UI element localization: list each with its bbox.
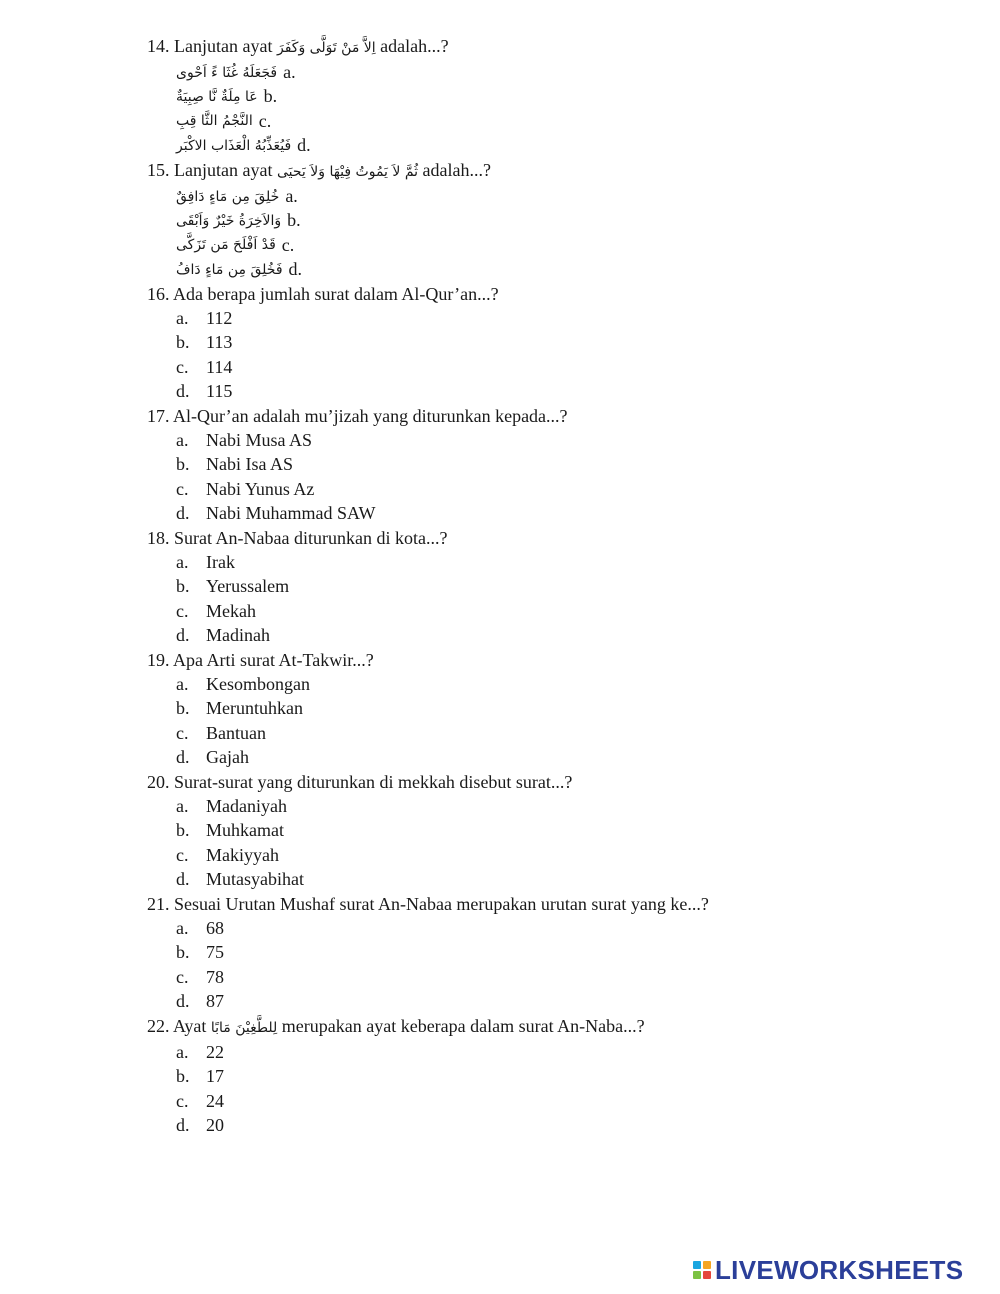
answer-option-c[interactable] (147, 843, 947, 867)
answer-option-a[interactable] (147, 306, 947, 330)
option-arabic-text: فَخُلِقَ مِن مَاءٍ دَافُ (176, 261, 283, 278)
option-arabic-text: فَيُعَذِّبُهُ الْعَذَاب الاكْبَر (176, 137, 292, 154)
question-number: 16. (147, 283, 170, 304)
option-text: 24 (206, 1090, 224, 1111)
option-text: Bantuan (206, 722, 266, 743)
question-arabic-verse: لِلطَّغِيْنَ مَابًا (210, 1019, 278, 1036)
option-text: Muhkamat (206, 820, 284, 841)
question-prefix: Ayat (173, 1015, 207, 1036)
answer-option-c[interactable] (147, 1089, 947, 1113)
question-suffix: merupakan ayat keberapa dalam surat An-Naba...? (281, 1015, 645, 1036)
question-number: 17. (147, 405, 170, 426)
option-text: 68 (206, 917, 224, 938)
logo-square-3 (693, 1271, 701, 1279)
option-text: 20 (206, 1115, 224, 1136)
option-text: Nabi Musa AS (206, 430, 313, 450)
answer-option-b[interactable] (147, 1065, 947, 1089)
option-letter: c. (176, 844, 189, 865)
option-text: 75 (206, 942, 224, 963)
option-text: Nabi Muhammad SAW (206, 503, 376, 524)
question-body: Sesuai Urutan Mushaf surat An-Nabaa merupakan urutan surat yang ke...? (174, 893, 709, 914)
answer-option-d[interactable] (147, 258, 947, 282)
option-text: Mutasyabihat (206, 869, 304, 890)
logo-square-2 (703, 1261, 711, 1269)
answer-option-a[interactable] (147, 184, 947, 208)
option-text: Irak (206, 551, 235, 572)
option-text: Gajah (206, 747, 249, 768)
answer-option-d[interactable] (147, 501, 947, 525)
option-text: Mekah (206, 600, 256, 621)
question-number: 22. (147, 1015, 170, 1036)
question-text (147, 404, 947, 428)
option-text: Yerussalem (206, 576, 290, 597)
question-prefix: Lanjutan ayat (174, 36, 273, 56)
question-text (147, 158, 947, 184)
question-14 (147, 34, 947, 158)
logo-square-1 (693, 1261, 701, 1269)
option-text: Kesombongan (206, 673, 310, 694)
question-suffix: adalah...? (380, 36, 449, 56)
answer-option-c[interactable] (147, 965, 947, 989)
option-letter: a. (176, 308, 189, 329)
option-text: 22 (206, 1041, 224, 1062)
option-letter: a. (176, 917, 189, 938)
option-text: Madaniyah (206, 795, 287, 816)
option-letter: b. (176, 454, 190, 475)
option-letter: d. (176, 503, 190, 524)
option-text: Nabi Yunus Az (206, 478, 315, 499)
quiz-content (147, 34, 947, 1138)
answer-option-a[interactable] (147, 672, 947, 696)
question-number: 15. (147, 159, 170, 180)
option-text: Makiyyah (206, 844, 279, 865)
answer-option-a[interactable] (147, 1040, 947, 1064)
option-letter: a. (176, 430, 189, 450)
answer-option-b[interactable] (147, 819, 947, 843)
question-body: Surat An-Nabaa diturunkan di kota...? (174, 527, 448, 548)
question-17 (147, 404, 947, 526)
question-text (147, 648, 947, 672)
option-arabic-text: قَدْ اَفْلَحَ مَن تَزَكَّى (176, 237, 276, 254)
option-arabic-text: النَّجْمُ الثَّا قِبِ (176, 113, 253, 130)
option-letter: d. (176, 869, 190, 890)
answer-option-d[interactable] (147, 623, 947, 647)
option-letter: c. (176, 1090, 189, 1111)
option-text: 17 (206, 1066, 224, 1087)
answer-option-d[interactable] (147, 745, 947, 769)
option-letter: a. (176, 1041, 189, 1062)
question-18 (147, 526, 947, 648)
option-letter: c. (176, 478, 189, 499)
liveworksheets-brand (693, 1255, 963, 1285)
option-text: 87 (206, 991, 224, 1012)
question-text (147, 892, 947, 916)
question-text (147, 770, 947, 794)
question-suffix: adalah...? (422, 159, 491, 180)
option-letter: c. (176, 966, 189, 987)
option-arabic-text: فَجَعَلَهُ غُثَا ءً اَحْوى (176, 64, 278, 81)
answer-option-c[interactable] (147, 355, 947, 379)
option-text: Madinah (206, 625, 270, 646)
question-15 (147, 158, 947, 282)
question-arabic-verse: اِلاَّ مَنْ تَوَلَّى وَكَفَرَ (276, 40, 376, 56)
question-text (147, 34, 947, 60)
answer-option-a[interactable] (147, 916, 947, 940)
option-text: 115 (206, 381, 233, 402)
answer-option-d[interactable] (147, 989, 947, 1013)
answer-option-b[interactable] (147, 331, 947, 355)
question-16 (147, 282, 947, 404)
answer-option-d[interactable] (147, 1113, 947, 1137)
option-letter: d. (176, 991, 190, 1012)
question-20 (147, 770, 947, 892)
answer-option-b[interactable] (147, 85, 947, 109)
question-number: 20. (147, 771, 170, 792)
option-letter: c. (176, 356, 189, 377)
question-text (147, 1014, 947, 1040)
question-text (147, 526, 947, 550)
option-letter: d. (176, 747, 190, 768)
question-body: Al-Qur’an adalah mu’jizah yang diturunkan kepada...? (173, 405, 568, 426)
option-arabic-text: عَا مِلَةٌ نَّا صِبِيَةٌ (176, 88, 258, 105)
question-number: 19. (147, 649, 170, 670)
option-letter: b. (263, 86, 278, 107)
option-letter: c. (176, 722, 189, 743)
option-letter: d. (176, 1115, 190, 1136)
option-letter: a. (283, 62, 296, 83)
question-body: Ada berapa jumlah surat dalam Al-Qur’an...? (173, 283, 499, 304)
question-number: 14. (147, 36, 170, 56)
option-text: 114 (206, 356, 233, 377)
option-letter: d. (176, 381, 190, 402)
option-text: 113 (206, 332, 233, 353)
answer-option-d[interactable] (147, 134, 947, 158)
question-number: 18. (147, 527, 170, 548)
question-body: Apa Arti surat At-Takwir...? (173, 649, 374, 670)
option-arabic-text: خُلِقَ مِن مَاءٍ دَافِقٌ (176, 188, 280, 205)
answer-option-b[interactable] (147, 453, 947, 477)
question-21 (147, 892, 947, 1014)
brand-text: LIVEWORKSHEETS (715, 1254, 964, 1285)
option-letter: a. (176, 795, 189, 816)
question-prefix: Lanjutan ayat (174, 159, 273, 180)
option-letter: b. (176, 576, 190, 597)
option-letter: c. (258, 110, 272, 131)
option-letter: b. (176, 332, 190, 353)
answer-option-b[interactable] (147, 697, 947, 721)
option-letter: c. (281, 234, 295, 255)
option-text: Meruntuhkan (206, 698, 303, 719)
question-19 (147, 648, 947, 770)
liveworksheets-logo-icon (693, 1261, 711, 1279)
question-arabic-verse: ثُمَّ لاَ يَمُوتُ فِيْهَا وَلاَ يَحيَى (276, 163, 419, 180)
option-text: 78 (206, 966, 224, 987)
answer-option-b[interactable] (147, 941, 947, 965)
option-letter: b. (287, 210, 301, 231)
option-letter: a. (176, 673, 189, 694)
option-letter: d. (176, 625, 190, 646)
answer-option-c[interactable] (147, 233, 947, 257)
answer-option-a[interactable] (147, 60, 947, 84)
answer-option-b[interactable] (147, 209, 947, 233)
question-body: Surat-surat yang diturunkan di mekkah disebut surat...? (174, 771, 573, 792)
option-text: Nabi Isa AS (206, 454, 293, 475)
answer-option-c[interactable] (147, 599, 947, 623)
option-letter: d. (297, 135, 311, 156)
answer-option-c[interactable] (147, 109, 947, 133)
option-letter: b. (176, 1066, 190, 1087)
option-arabic-text: وَالاَخِرَةُ خَيْرٌ وَاَبْقَى (176, 212, 282, 229)
option-letter: a. (285, 186, 298, 207)
option-letter: b. (176, 820, 190, 841)
question-22 (147, 1014, 947, 1138)
option-letter: b. (176, 698, 190, 719)
answer-option-c[interactable] (147, 477, 947, 501)
answer-option-c[interactable] (147, 721, 947, 745)
question-text (147, 282, 947, 306)
question-number: 21. (147, 893, 170, 914)
option-letter: a. (176, 551, 189, 572)
logo-square-4 (703, 1271, 711, 1279)
option-letter: d. (288, 259, 303, 280)
answer-option-d[interactable] (147, 380, 947, 404)
answer-option-d[interactable] (147, 867, 947, 891)
answer-option-b[interactable] (147, 575, 947, 599)
answer-option-a[interactable] (147, 550, 947, 574)
option-letter: b. (176, 942, 190, 963)
option-text: 112 (206, 308, 233, 329)
answer-option-a[interactable] (147, 794, 947, 818)
option-letter: c. (176, 600, 189, 621)
answer-option-a[interactable] (147, 428, 947, 452)
